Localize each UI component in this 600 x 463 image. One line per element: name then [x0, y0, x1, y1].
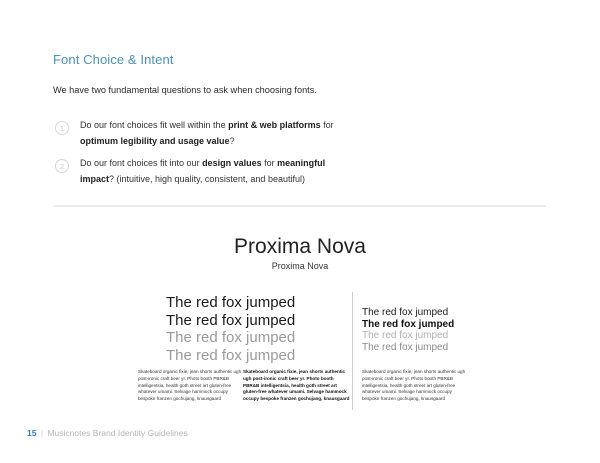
question-text	[80, 117, 350, 149]
font-specimen-title: Proxima Nova	[234, 235, 366, 258]
sample-small-light: The red fox jumped	[362, 330, 449, 341]
question-emphasis: meaningful impact	[80, 158, 326, 184]
sample-light-2: The red fox jumped	[166, 346, 296, 364]
page-footer	[27, 428, 188, 438]
font-specimen-subtitle: Proxima Nova	[271, 261, 329, 271]
number-circle-icon: 2	[55, 159, 69, 173]
sample-small-bold: The red fox jumped	[362, 318, 455, 330]
question-text-part: for	[320, 120, 334, 130]
question-text-part: Do our font choices fit well within the	[80, 120, 229, 130]
section-divider	[53, 205, 546, 207]
question-text-part: Do our font choices fit into our	[80, 158, 203, 168]
question-emphasis: design values	[202, 158, 262, 168]
sample-small-regular: The red fox jumped	[362, 307, 449, 318]
question-text-part: ?	[229, 136, 235, 146]
sample-regular-dark: The red fox jumped	[166, 311, 296, 329]
sample-small-medium-gray: The red fox jumped	[362, 341, 449, 353]
question-text-part: for	[261, 158, 278, 168]
number-circle-icon: 1	[55, 121, 69, 135]
intro-text: We have two fundamental questions to ask when choosing fonts.	[53, 85, 317, 95]
vertical-separator	[352, 292, 353, 410]
question-emphasis: print & web platforms	[228, 120, 321, 130]
page-title: Font Choice & Intent	[53, 52, 174, 67]
sample-regular: The red fox jumped	[166, 294, 296, 311]
body-sample-regular-2: Skateboard organic fixie, jean shorts authentic ugh post-ironic craft beer yr. Photo booth PBR&B intelligentsia, health goth street art gluten-free whatever umami. Selvage hammock occupy bespoke franzen gochujang, knausgaard	[362, 369, 466, 402]
small-type-samples	[362, 307, 454, 353]
body-sample-regular: Skateboard organic fixie, jean shorts authentic ugh post-ironic craft beer yr. Photo booth PBR&B intelligentsia, health goth street art gluten-free whatever umami. Selvage hammock occupy bespoke franzen gochujang, knausgaard	[138, 369, 242, 402]
question-emphasis: optimum legibility and usage value	[80, 136, 230, 146]
footer-separator: |	[40, 428, 44, 438]
question-text-part: ? (intuitive, high quality, consistent, and beautiful)	[109, 174, 305, 184]
body-sample-bold: Skateboard organic fixie, jean shorts authentic ugh post-ironic craft beer yr. Photo booth PBR&B intelligentsia, health goth street art gluten-free whatever umami. Selvage hammock occupy bespoke franzen gochujang, knausgaard	[243, 369, 350, 402]
page-number: 15	[27, 428, 37, 438]
sample-light: The red fox jumped	[166, 329, 296, 346]
large-type-samples	[166, 294, 295, 364]
document-title: Musicnotes Brand Identity Guidelines	[47, 428, 188, 438]
question-text	[80, 155, 350, 187]
